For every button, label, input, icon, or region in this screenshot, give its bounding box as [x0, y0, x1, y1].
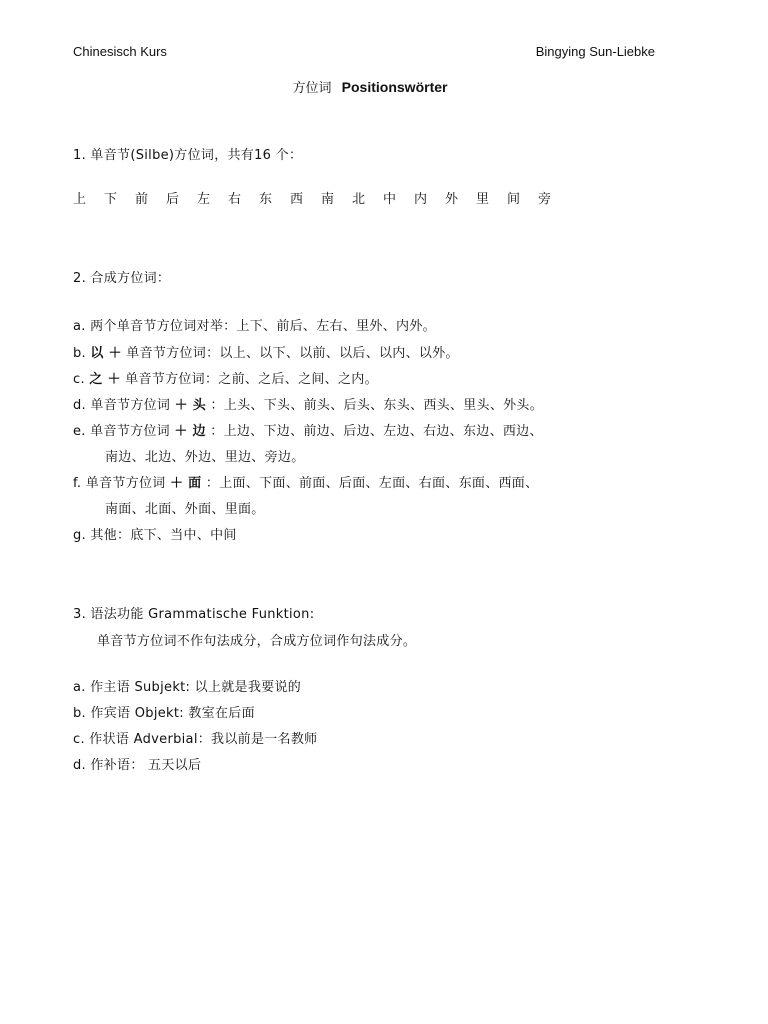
single-syllable-list [73, 188, 569, 207]
char-item: 外 [445, 192, 459, 207]
char-item: 旁 [538, 192, 552, 207]
list-item-d [73, 394, 543, 413]
char-item: 东 [259, 192, 273, 207]
item-d-prefix: d. 单音节方位词 [73, 398, 175, 413]
item-b-rest: 单音节方位词：以上、以下、以前、以后、以内、以外。 [121, 346, 459, 361]
item-c-rest: 单音节方位词：之前、之后、之间、之内。 [120, 372, 378, 387]
item-d-bold: ＋ 头 [174, 398, 207, 413]
section1-heading: 1. 单音节(Silbe)方位词，共有16 个： [73, 148, 303, 163]
title-german: Positionswörter [341, 79, 448, 95]
item-e-rest: ：上边、下边、前边、后边、左边、右边、东边、西边、 [205, 424, 543, 439]
header-left: Chinesisch Kurs [73, 44, 167, 59]
item-d-rest: ：上头、下头、前头、后头、东头、西头、里头、外头。 [206, 398, 544, 413]
char-item: 内 [414, 192, 428, 207]
item-e-bold: ＋ 边 [174, 424, 206, 439]
item-e-prefix: e. 单音节方位词 [73, 424, 175, 439]
title-chinese: 方位词 [292, 81, 332, 96]
item-c-bold: 之 ＋ [89, 372, 121, 387]
char-item: 后 [166, 192, 180, 207]
section2-heading: 2. 合成方位词： [73, 271, 171, 286]
char-item: 中 [383, 192, 397, 207]
function-item-b: b. 作宾语 Objekt: 教室在后面 [73, 706, 255, 721]
page-title [0, 77, 740, 96]
function-item-c: c. 作状语 Adverbial：我以前是一名教师 [73, 732, 318, 747]
item-b-bold: 以 ＋ [90, 346, 122, 361]
list-item-f [73, 472, 538, 491]
item-f-rest: ：上面、下面、前面、后面、左面、右面、东面、西面、 [201, 476, 539, 491]
char-item: 左 [197, 192, 211, 207]
function-item-a: a. 作主语 Subjekt: 以上就是我要说的 [73, 680, 302, 695]
item-f-bold: ＋ 面 [170, 476, 202, 491]
char-item: 北 [352, 192, 366, 207]
list-item-e-continued: 南边、北边、外边、里边、旁边。 [105, 450, 305, 465]
list-item-e [73, 420, 543, 439]
item-b-prefix: b. [73, 346, 91, 361]
list-item-a: a. 两个单音节方位词对举：上下、前后、左右、里外、内外。 [73, 319, 436, 334]
char-item: 里 [476, 192, 490, 207]
list-item-b [73, 342, 459, 361]
char-item: 西 [290, 192, 304, 207]
list-item-f-continued: 南面、北面、外面、里面。 [105, 502, 265, 517]
char-item: 右 [228, 192, 242, 207]
char-item: 前 [135, 192, 149, 207]
header-right: Bingying Sun-Liebke [535, 44, 655, 59]
item-f-prefix: f. 单音节方位词 [73, 476, 171, 491]
list-item-g: g. 其他：底下、当中、中间 [73, 528, 237, 543]
char-item: 间 [507, 192, 521, 207]
item-c-prefix: c. [73, 372, 90, 387]
function-item-d: d. 作补语： 五天以后 [73, 758, 202, 773]
char-item: 下 [104, 192, 118, 207]
char-item: 上 [73, 192, 87, 207]
list-item-c [73, 368, 378, 387]
section3-heading: 3. 语法功能 Grammatische Funktion: [73, 607, 315, 622]
char-item: 南 [321, 192, 335, 207]
section3-subtext: 单音节方位词不作句法成分，合成方位词作句法成分。 [97, 634, 417, 649]
